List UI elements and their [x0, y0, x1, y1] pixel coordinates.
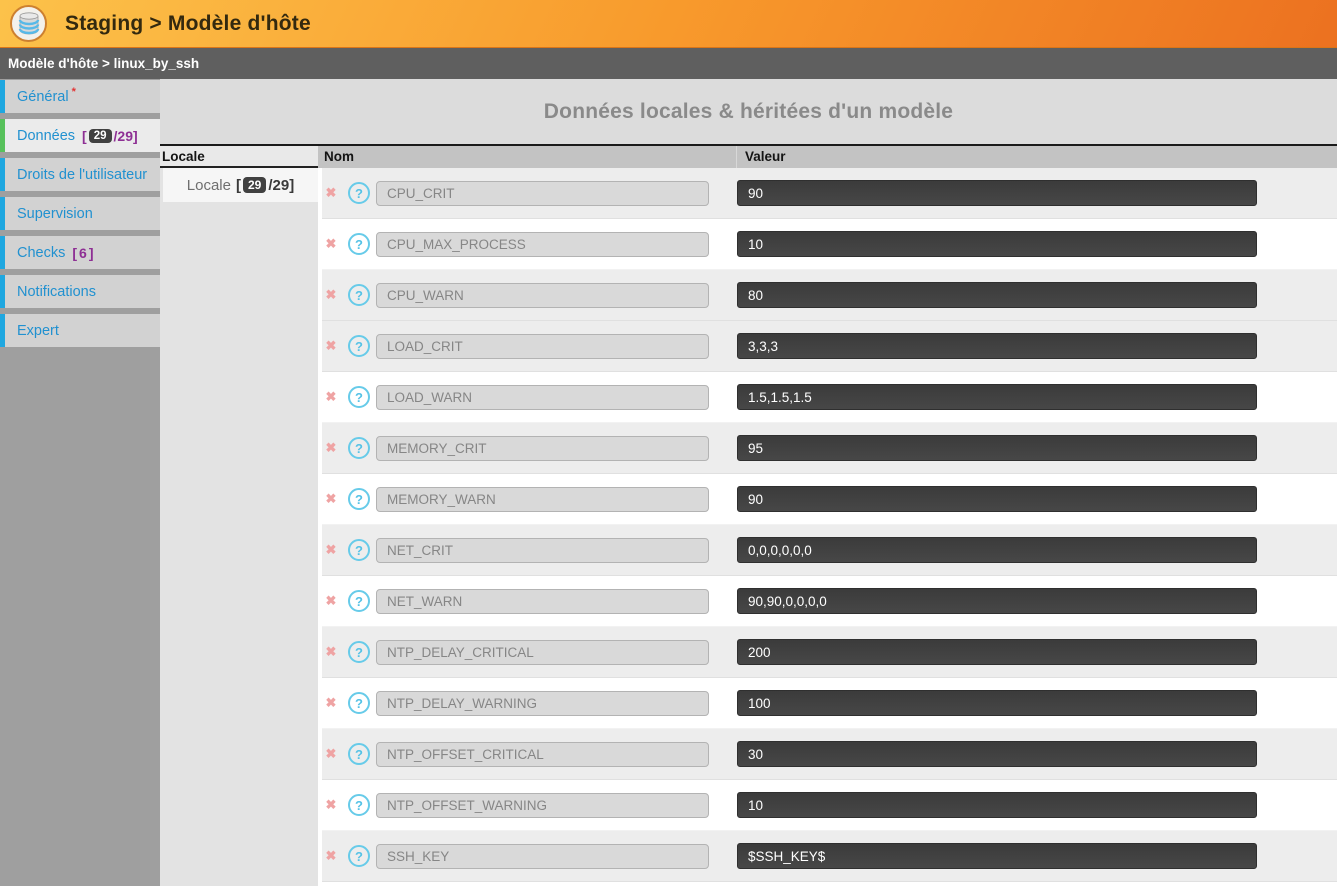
tab-locale-label: Locale: [186, 176, 231, 194]
variable-value-input[interactable]: [737, 384, 1257, 410]
breadcrumb-text: Modèle d'hôte > linux_by_ssh: [8, 56, 200, 71]
delete-icon[interactable]: ✖: [325, 338, 337, 353]
help-icon[interactable]: ?: [348, 590, 370, 612]
variable-value-input[interactable]: [737, 792, 1257, 818]
database-icon: [10, 5, 47, 42]
section-title-band: [160, 79, 1337, 144]
variable-name-input[interactable]: [376, 793, 709, 818]
bracket-close: ]: [132, 127, 138, 144]
help-icon[interactable]: ?: [348, 437, 370, 459]
variable-value-input[interactable]: [737, 843, 1257, 869]
variable-name-input[interactable]: [376, 640, 709, 665]
help-icon[interactable]: ?: [348, 539, 370, 561]
table-row: [322, 525, 1337, 576]
variable-value-input[interactable]: [737, 537, 1257, 563]
variable-name-input[interactable]: [376, 283, 709, 308]
delete-icon[interactable]: ✖: [325, 644, 337, 659]
help-icon[interactable]: ?: [348, 692, 370, 714]
sidebar-item-label: Expert: [17, 322, 59, 339]
variable-value-input[interactable]: [737, 333, 1257, 359]
variable-value-input[interactable]: [737, 741, 1257, 767]
table-row: [322, 168, 1337, 219]
delete-icon[interactable]: ✖: [325, 389, 337, 404]
breadcrumb: [0, 48, 1337, 79]
column-header-valeur: Valeur: [737, 146, 1337, 168]
variable-name-input[interactable]: [376, 538, 709, 563]
variable-value-input[interactable]: [737, 435, 1257, 461]
delete-icon[interactable]: ✖: [325, 440, 337, 455]
table-body: [160, 168, 1337, 886]
help-icon[interactable]: ?: [348, 386, 370, 408]
count-total: /29: [268, 176, 290, 194]
help-icon[interactable]: ?: [348, 743, 370, 765]
sidebar-item-label: Général: [17, 88, 69, 105]
delete-icon[interactable]: ✖: [325, 491, 337, 506]
sidebar-item-droits-de-l-utilisateur[interactable]: [0, 158, 160, 191]
body: [0, 79, 1337, 886]
table-row: [322, 831, 1337, 882]
locale-column: [160, 168, 318, 886]
help-icon[interactable]: ?: [348, 794, 370, 816]
delete-icon[interactable]: ✖: [325, 746, 337, 761]
sidebar-item-notifications[interactable]: [0, 275, 160, 308]
sidebar-item-count: [72, 245, 93, 261]
variable-name-input[interactable]: [376, 742, 709, 767]
sidebar-item-checks[interactable]: [0, 236, 160, 269]
bracket-close: ]: [289, 176, 295, 194]
sidebar-item-label: Notifications: [17, 283, 96, 300]
sidebar-item-donn-es[interactable]: [0, 119, 160, 152]
table-row: [322, 474, 1337, 525]
sidebar-item-label: Supervision: [17, 205, 93, 222]
variable-name-input[interactable]: [376, 844, 709, 869]
variable-value-input[interactable]: [737, 231, 1257, 257]
table-row: [322, 729, 1337, 780]
delete-icon[interactable]: ✖: [325, 236, 337, 251]
table-header: [160, 146, 1337, 168]
variable-value-input[interactable]: [737, 486, 1257, 512]
delete-icon[interactable]: ✖: [325, 695, 337, 710]
delete-icon[interactable]: ✖: [325, 185, 337, 200]
table-row: [322, 678, 1337, 729]
variable-name-input[interactable]: [376, 487, 709, 512]
variable-value-input[interactable]: [737, 282, 1257, 308]
bracket-open: [: [72, 244, 78, 261]
sidebar-item-count: [82, 128, 138, 144]
main-content: [160, 79, 1337, 886]
help-icon[interactable]: ?: [348, 182, 370, 204]
count-badge: 29: [89, 129, 112, 143]
help-icon[interactable]: ?: [348, 845, 370, 867]
variable-name-input[interactable]: [376, 334, 709, 359]
column-header-nom: Nom: [318, 146, 737, 168]
count-total: /29: [113, 127, 133, 144]
sidebar-item-label: Droits de l'utilisateur: [17, 166, 148, 183]
bracket-open: [: [82, 127, 87, 144]
variable-value-input[interactable]: [737, 588, 1257, 614]
table-row: [322, 423, 1337, 474]
variable-value-input[interactable]: [737, 180, 1257, 206]
app-header: [0, 0, 1337, 48]
help-icon[interactable]: ?: [348, 488, 370, 510]
count-plain: 6: [79, 244, 87, 261]
help-icon[interactable]: ?: [348, 284, 370, 306]
variable-name-input[interactable]: [376, 232, 709, 257]
table-row: [322, 627, 1337, 678]
tab-locale[interactable]: [163, 168, 318, 202]
variable-value-input[interactable]: [737, 690, 1257, 716]
delete-icon[interactable]: ✖: [325, 287, 337, 302]
count-badge: 29: [243, 177, 266, 193]
help-icon[interactable]: ?: [348, 233, 370, 255]
table-row: [322, 219, 1337, 270]
data-rows: [318, 168, 1337, 886]
table-row: [322, 270, 1337, 321]
variable-name-input[interactable]: [376, 691, 709, 716]
variable-name-input[interactable]: [376, 181, 709, 206]
sidebar-item-g-n-ral[interactable]: [0, 80, 160, 113]
column-header-locale: Locale: [160, 146, 318, 168]
delete-icon[interactable]: ✖: [325, 593, 337, 608]
section-title: Données locales & héritées d'un modèle: [543, 99, 954, 123]
sidebar-item-label: Checks: [17, 244, 66, 261]
table-row: [322, 780, 1337, 831]
variable-value-input[interactable]: [737, 639, 1257, 665]
sidebar-item-supervision[interactable]: [0, 197, 160, 230]
table-row: [322, 576, 1337, 627]
variable-name-input[interactable]: [376, 589, 709, 614]
sidebar-item-expert[interactable]: [0, 314, 160, 347]
sidebar: [0, 79, 160, 886]
delete-icon[interactable]: ✖: [325, 797, 337, 812]
variable-name-input[interactable]: [376, 436, 709, 461]
variable-name-input[interactable]: [376, 385, 709, 410]
page-title: Staging > Modèle d'hôte: [65, 11, 311, 35]
sidebar-item-label: Données: [17, 127, 76, 144]
table-row: [322, 321, 1337, 372]
bracket-close: ]: [88, 244, 94, 261]
bracket-open: [: [235, 176, 241, 194]
table-row: [322, 372, 1337, 423]
required-asterisk: *: [71, 86, 76, 98]
help-icon[interactable]: ?: [348, 335, 370, 357]
help-icon[interactable]: ?: [348, 641, 370, 663]
delete-icon[interactable]: ✖: [325, 542, 337, 557]
delete-icon[interactable]: ✖: [325, 848, 337, 863]
